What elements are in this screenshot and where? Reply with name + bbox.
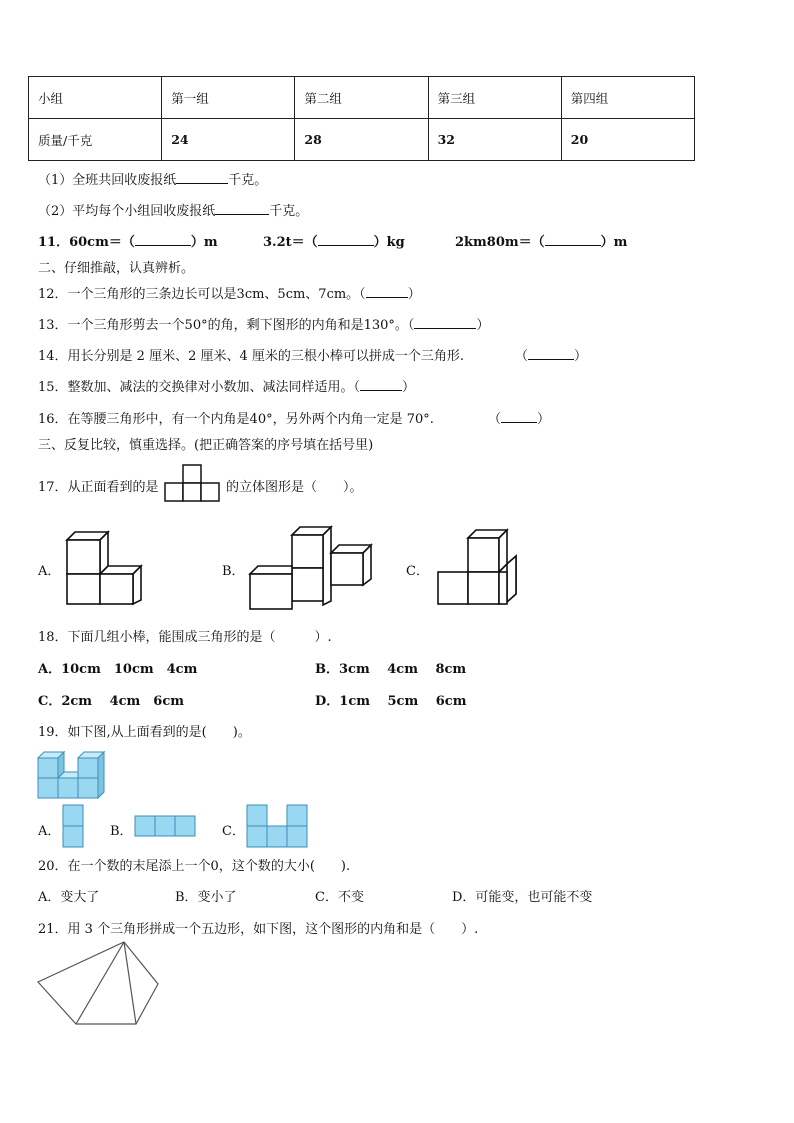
option-label[interactable]: C． [406, 564, 429, 579]
question-text: 2km80m＝（ [455, 235, 545, 250]
table-row-label: 质量/千克 [29, 119, 162, 161]
question-text: （2）平均每个小组回收废报纸 [38, 204, 216, 219]
question-10-1 [38, 169, 267, 188]
table-header-cell: 第四组 [561, 77, 694, 119]
question-text: ） [574, 349, 588, 364]
answer-blank[interactable] [135, 232, 191, 246]
option-c[interactable]: C．2cm 4cm 6cm [38, 694, 185, 709]
question-20: 20．在一个数的末尾添上一个0，这个数的大小( ). [38, 859, 351, 874]
answer-blank[interactable] [545, 232, 601, 246]
top-view-a[interactable] [62, 804, 84, 848]
question-11-b [263, 231, 405, 250]
question-14 [38, 345, 464, 364]
cube-figure-a[interactable] [64, 526, 146, 606]
table-cell: 28 [295, 119, 428, 161]
option-d[interactable]: D．1cm 5cm 6cm [315, 694, 467, 709]
front-view-icon [163, 464, 221, 502]
answer-blank[interactable] [215, 201, 269, 215]
question-text: 3.2t＝（ [263, 235, 318, 250]
question-text: 16．在等腰三角形中，有一个内角是40°，另外两个内角一定是 70°. [38, 412, 434, 427]
question-text: 千克。 [228, 173, 268, 188]
question-17-text-end: 的立体图形是（ ）。 [226, 480, 363, 495]
table-cell: 32 [428, 119, 561, 161]
answer-blank[interactable] [366, 284, 408, 298]
answer-blank[interactable] [318, 232, 374, 246]
question-16-answer [488, 408, 550, 427]
table-row [29, 119, 695, 161]
question-text: 15．整数加、减法的交换律对小数加、减法同样适用。（ [38, 380, 361, 395]
question-text: ）kg [373, 235, 405, 250]
question-10-2 [38, 200, 308, 219]
option-c[interactable]: C．不变 [315, 890, 364, 905]
table-cell: 24 [162, 119, 295, 161]
cube-figure-c[interactable] [436, 526, 526, 606]
question-text: ）m [190, 235, 218, 250]
option-label[interactable]: B． [222, 564, 245, 579]
option-label[interactable]: B． [110, 824, 133, 839]
option-b[interactable]: B．3cm 4cm 8cm [315, 662, 467, 677]
question-12 [38, 283, 421, 302]
option-b[interactable]: B．变小了 [175, 890, 237, 905]
question-text: （1）全班共回收废报纸 [38, 173, 177, 188]
question-text: ） [407, 287, 421, 302]
top-view-c[interactable] [246, 804, 308, 848]
table-cell: 20 [561, 119, 694, 161]
question-text: ） [476, 318, 490, 333]
top-view-b[interactable] [134, 815, 196, 837]
option-label[interactable]: C． [222, 824, 245, 839]
answer-blank[interactable] [360, 377, 402, 391]
question-15 [38, 376, 415, 395]
question-text: （ [488, 412, 502, 427]
question-18: 18．下面几组小棒，能围成三角形的是（ ）. [38, 630, 332, 645]
section-heading: 三、反复比较，慎重选择。(把正确答案的序号填在括号里) [38, 438, 374, 453]
option-a[interactable]: A．10cm 10cm 4cm [38, 662, 198, 677]
option-label[interactable]: A． [38, 564, 61, 579]
answer-blank[interactable] [528, 346, 574, 360]
question-text: 千克。 [269, 204, 309, 219]
question-text: 12．一个三角形的三条边长可以是3cm、5cm、7cm。（ [38, 287, 366, 302]
question-text: ） [402, 380, 416, 395]
question-text: 13．一个三角形剪去一个50°的角，剩下图形的内角和是130°。（ [38, 318, 415, 333]
question-text: ） [537, 412, 551, 427]
question-14-answer [515, 345, 587, 364]
question-21: 21．用 3 个三角形拼成一个五边形，如下图，这个图形的内角和是（ ）. [38, 922, 479, 937]
question-text: 14．用长分别是 2 厘米、2 厘米、4 厘米的三根小棒可以拼成一个三角形. [38, 349, 465, 364]
cube-figure-b[interactable] [247, 523, 377, 613]
question-text: 60cm＝（ [69, 235, 135, 250]
question-11 [38, 231, 218, 250]
question-text: （ [515, 349, 529, 364]
option-a[interactable]: A．变大了 [38, 890, 100, 905]
question-16 [38, 408, 434, 427]
answer-blank[interactable] [176, 170, 228, 184]
question-number: 11． [38, 235, 70, 250]
table-header-cell: 第三组 [428, 77, 561, 119]
table-header-cell: 第二组 [295, 77, 428, 119]
pentagon-figure [36, 940, 160, 1030]
question-13 [38, 314, 489, 333]
table-header-cell: 第一组 [162, 77, 295, 119]
option-d[interactable]: D．可能变，也可能不变 [452, 890, 593, 905]
question-17-text: 17．从正面看到的是 [38, 480, 159, 495]
question-11-c [455, 231, 627, 250]
option-label[interactable]: A． [38, 824, 61, 839]
blue-cube-figure [37, 748, 109, 800]
answer-blank[interactable] [501, 409, 537, 423]
question-19: 19．如下图,从上面看到的是( )。 [38, 725, 251, 740]
recycling-table [28, 76, 695, 161]
table-header-cell: 小组 [29, 77, 162, 119]
question-text: ）m [600, 235, 628, 250]
table-header-row [29, 77, 695, 119]
section-heading: 二、仔细推敲，认真辨析。 [38, 261, 195, 276]
answer-blank[interactable] [414, 315, 476, 329]
